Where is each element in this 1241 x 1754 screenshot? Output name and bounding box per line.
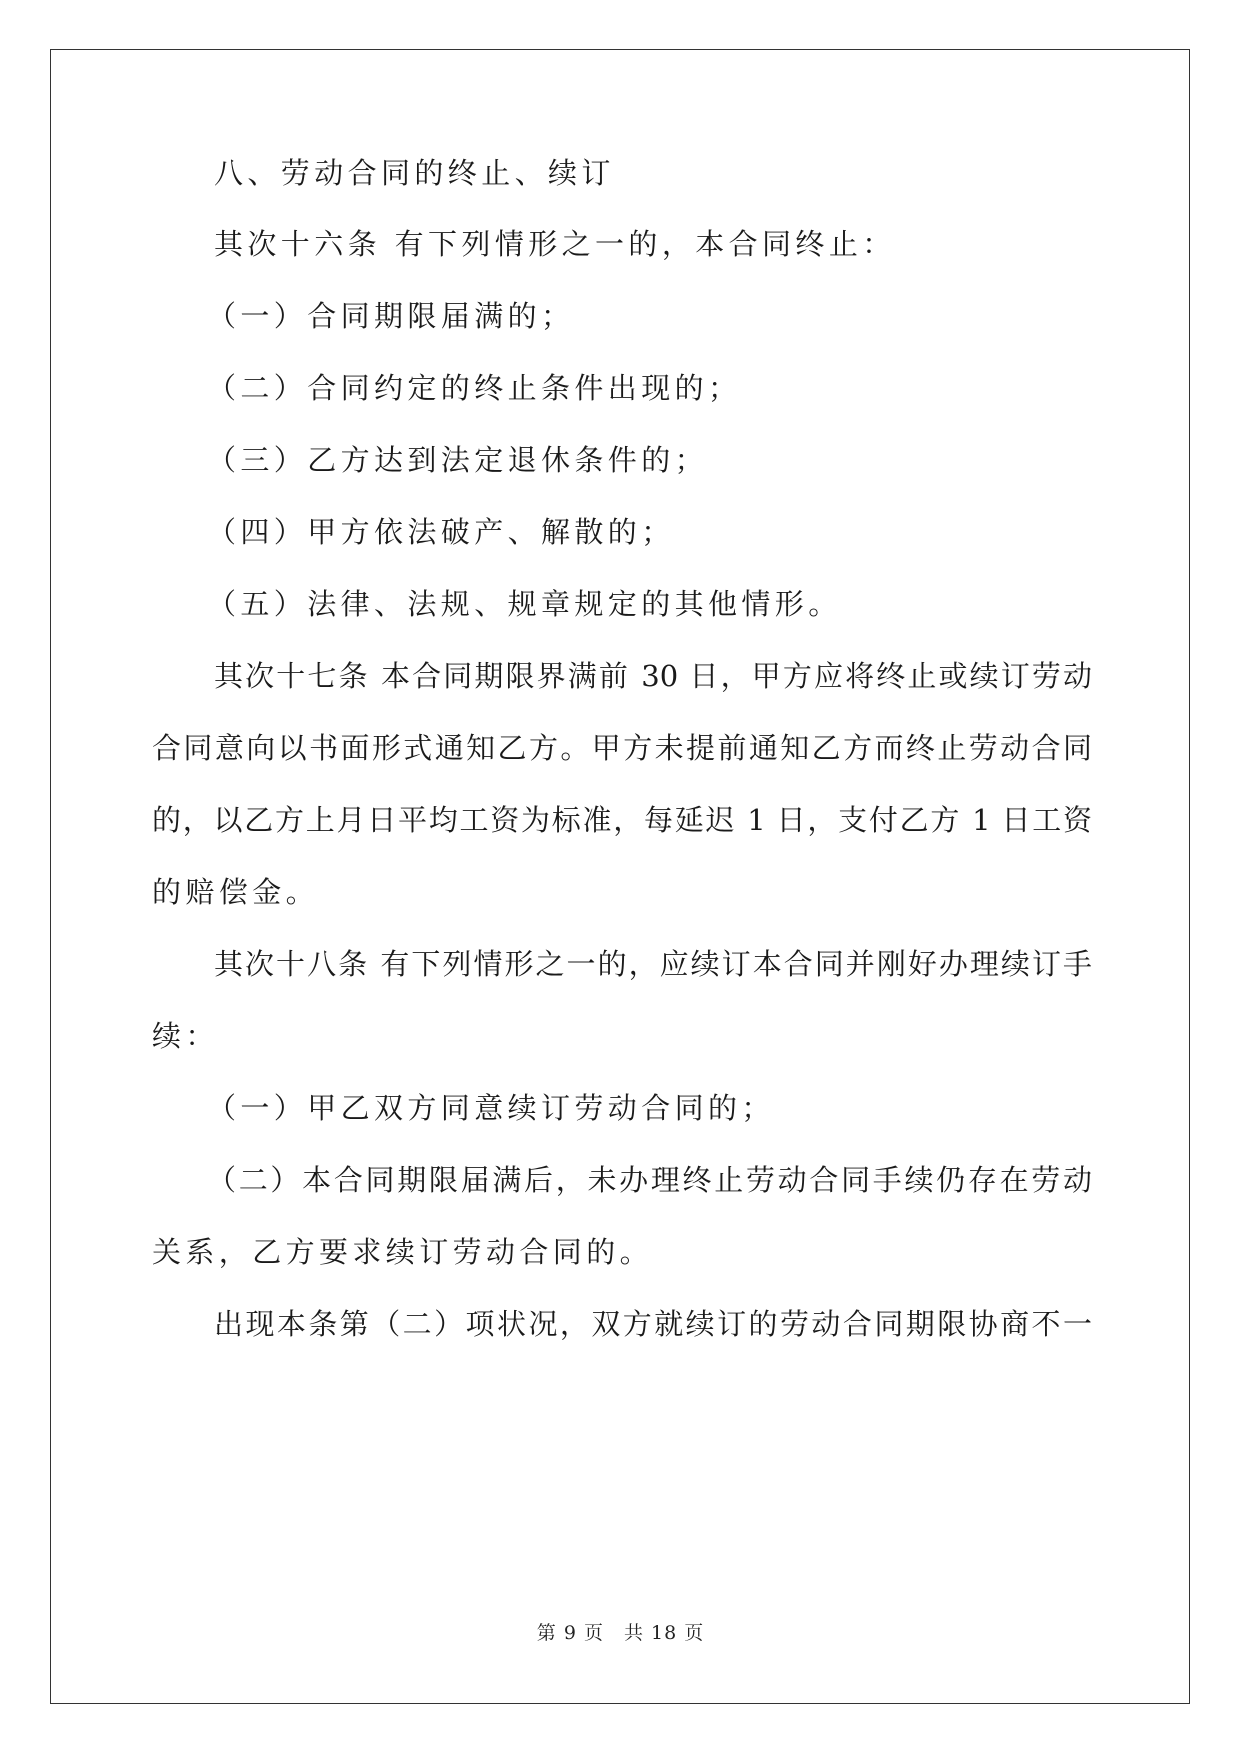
article-16-item-5: （五）法律、法规、规章规定的其他情形。 [207,587,842,621]
article-17-line-2: 合同意向以书面形式通知乙方。甲方未提前通知乙方而终止劳动合同 [152,731,1092,765]
article-17-line-1: 其次十七条 本合同期限界满前 30 日，甲方应将终止或续订劳动 [214,659,1092,693]
page-number-footer: 第 9 页 共 18 页 [536,1622,705,1644]
article-17-line-4: 的赔偿金。 [152,875,320,909]
article-18-note: 出现本条第（二）项状况，双方就续订的劳动合同期限协商不一 [214,1307,1092,1341]
article-18-item-2-line-2: 关系，乙方要求续订劳动合同的。 [152,1235,654,1269]
article-16-item-1: （一）合同期限届满的； [207,299,575,333]
article-18-item-1: （一）甲乙双方同意续订劳动合同的； [207,1091,775,1125]
article-18-line-1: 其次十八条 有下列情形之一的，应续订本合同并刚好办理续订手 [214,947,1092,981]
article-18-item-2-line-1: （二）本合同期限届满后，未办理终止劳动合同手续仍存在劳动 [207,1163,1092,1197]
article-16-item-4: （四）甲方依法破产、解散的； [207,515,675,549]
article-16-item-3: （三）乙方达到法定退休条件的； [207,443,709,477]
article-17-line-3: 的，以乙方上月日平均工资为标准，每延迟 1 日，支付乙方 1 日工资 [152,803,1092,837]
article-16-item-2: （二）合同约定的终止条件出现的； [207,371,742,405]
section-heading: 八、劳动合同的终止、续订 [214,156,615,190]
article-18-line-2: 续： [152,1019,219,1053]
article-16-title: 其次十六条 有下列情形之一的，本合同终止： [214,227,896,261]
